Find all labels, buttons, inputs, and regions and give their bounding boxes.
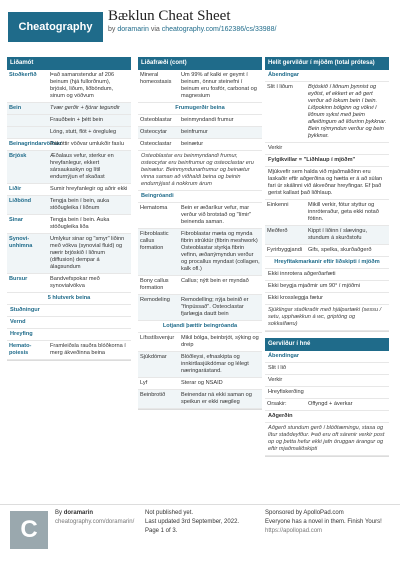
- cheatography-logo[interactable]: Cheatography: [8, 12, 103, 42]
- column-2: [138, 57, 262, 416]
- table-row: Mineral homeostasis Um 99% af kalki er geymt í beinum, önnur steinefni í beinum eru fosfór, carbonat og magnesium: [138, 70, 262, 103]
- note-text: Osteoblastar eru beinmyndandi frumur, osteocytar eru beinfrumur og osteoclastar eru beinætur. Beinmyndunarfrumur og beinætur vinna saman að viðhaldi beina og beinin endurnýjast á nokkrum árum: [138, 151, 262, 191]
- table-row: Beinbrotið Beinendar ná ekki saman og speikun er ekki nægileg: [138, 390, 262, 409]
- paragraph: Mjúkvefir sem halda við mjaðmaliðinn eru laskaðir eftir aðgerðina og hætta er á að súlan fari úr skálinni við ákveðnar hreyfingar. Ef það gerist kallast það liðhlaup.: [265, 167, 389, 200]
- subheading: Fylgikvillar = "Liðhlaup í mjöðm": [265, 155, 389, 167]
- sheet-url-link[interactable]: cheatography.com/162386/cs/33988/: [161, 26, 277, 33]
- list-item: Stuðningur: [7, 305, 131, 317]
- table-row: Sjúkdómar Blóðleysi, efnaskipta og innkirtlasjúkdómar og lélegt næringarástand.: [138, 352, 262, 378]
- table-row: Synovi-unhimna Umlykur sinar og "smyr" liðinn með vökva (synovial fluid) og nærir brjóskið í liðnum (diffusion) dempar á álagsundum: [7, 234, 131, 274]
- table-row: Meðferð Kippt í liðinn í slævingu, stundum á skurðstofu: [265, 226, 389, 245]
- subheading: Frumugerðir beina: [138, 103, 262, 115]
- table-row: Beinagrindarvöðvar Rákóttir vöðvar umlukðir fasíu: [7, 139, 131, 151]
- table-row: Fyrirbyggjandi Gifs, spelka, skurðaðgerð: [265, 245, 389, 257]
- list-item: Vernd: [7, 317, 131, 329]
- table-row: Stoðkerfið Það samanstendur af 206 beinum (hjá fullorðnum), brjóski, liðum, liðböndum, sinum og vöðvum: [7, 70, 131, 103]
- table-row: Orsakir: Offyngd + áverkar: [265, 399, 389, 411]
- table-row: Liðbönd Tengja bein í bein, auka stöðugleika í liðnum: [7, 196, 131, 215]
- footer-status: Not published yet. Last updated 3rd September, 2022. Page 1 of 3.: [145, 510, 240, 534]
- byline: by doramarin via cheatography.com/162386/cs/33988/: [108, 26, 277, 33]
- subheading: Ábendingar: [265, 351, 389, 363]
- sponsor-url[interactable]: https://apollopad.com: [265, 528, 323, 534]
- note-text: Sjúklingar staðkraðir með hjálpartæki (sessu / setu, upphækkun á wc, griptöng og sokkaífæru): [265, 305, 389, 331]
- table-row: Sinar Tengja bein í bein. Auka stöðugleika liða: [7, 215, 131, 234]
- subheading: 5 hlutverk beina: [7, 293, 131, 305]
- list-item: Verkir: [265, 375, 389, 387]
- section-hip-prosthesis: [265, 57, 389, 332]
- table-row: Bein Tvær gerðir + fjórar tegundir: [7, 103, 131, 115]
- sponsor-link[interactable]: Sponsored by ApolloPad.com: [265, 510, 344, 516]
- column-1: [7, 57, 131, 367]
- table-row: Remodeling Remodelling; nýja beinið er "fínpússað". Osteoclastar fjarlægja dautt bein: [138, 295, 262, 321]
- subheading: Beingróandi: [138, 191, 262, 203]
- list-item: Verkir: [265, 143, 389, 155]
- table-row: Brjósk Æðalaus vefur, sterkur en hreyfanlegur, ekkert sársaukaskyn og lítil endurnýjun ef skaðast: [7, 151, 131, 184]
- table-row: Frauðbein + þétt bein: [7, 115, 131, 127]
- table-row: Hemato-poiesis Framleiðsla rauðra blóðkorna í merg ákveðinna beina: [7, 341, 131, 360]
- page-number: Page 1 of 3.: [145, 528, 178, 534]
- author-avatar[interactable]: C: [10, 511, 48, 549]
- table-row: Fibroblastic callus formation Fibroblastar mæta og mynda fibrin strúktúr (fibrin meshwork) Osteoblastar styrkja fibrin vefinn, æðanýmyndun verður og procallus myndast (collagen, kalk ofl.): [138, 229, 262, 276]
- table-row: Lyf Sterar og NSAID: [138, 378, 262, 390]
- table-row: Osteoclastar beinætur: [138, 139, 262, 151]
- table-row: Osteocytar beinfrumur: [138, 127, 262, 139]
- header: [0, 0, 400, 52]
- subheading: Lotjandi þættir beingróanda: [138, 321, 262, 333]
- section-title: Liðamót: [7, 57, 131, 70]
- table-row: Einkenni Mikill verkir, fótur styttur og innróteraður, geta ekki notað fótinn.: [265, 200, 389, 226]
- list-item: Hreyfiskerðing: [265, 387, 389, 399]
- footer-author-name[interactable]: doramarin: [63, 510, 94, 516]
- table-row: Osteoblastar beinmyndandi frumur: [138, 115, 262, 127]
- list-item: Slit í lið: [265, 363, 389, 375]
- table-row: Lífsstílsvenjur Mikil bólga, beinbrjót, sýking og dreip: [138, 333, 262, 352]
- title-box: [108, 6, 276, 33]
- table-row: Liðir Sumir hreyfanlegir og aðrir ekki: [7, 184, 131, 196]
- section-knee-prosthesis: [265, 338, 389, 457]
- list-item: Hreyfing: [7, 329, 131, 341]
- list-item: Ekki innrotera aðgerðarfæti: [265, 269, 389, 281]
- footer-author-link[interactable]: cheatography.com/doramarin/: [55, 519, 135, 525]
- footer-author: By doramarin cheatography.com/doramarin/: [55, 510, 135, 525]
- table-row: Slit í liðum Brjóskið í liðnum þynnist og eyðist, ef ekkert er að gert verður að lokum bein í bein. Liðpokinn bólginn og vökvi í liðnum sykst með þeim afleiðingum að liðurinn þykknar. Bein nýmyndun verður og bein þykknar.: [265, 82, 389, 143]
- page-title: Bæklun Cheat Sheet: [108, 8, 231, 24]
- table-row: Hematoma Bein er æðaríkur vefur, mar verður við brotstað og "límir" beinenda saman.: [138, 203, 262, 229]
- section-lidamot: [7, 57, 131, 361]
- table-row: Bursur Bandvefspokar með synovialvökva: [7, 274, 131, 293]
- footer-sponsor: Sponsored by ApolloPad.com Everyone has a novel in them. Finish Yours! https://apollopad.com: [265, 510, 382, 534]
- table-row: Löng, stutt, flöt + óregluleg: [7, 127, 131, 139]
- subheading: Hreyfitakmarkanir eftir liðskipti í mjöðm: [265, 257, 389, 269]
- note-text: Aðgerð stundum gerð í blóðtæmingu, stasa og lítur staðdeyfður. Það eru oft sárenir verkir post op og þetta hefur ekki jafn öruggan árangur og eftir mjaðmaliðskipti: [265, 423, 389, 456]
- subheading: Aðgerðin: [265, 411, 389, 423]
- table-row: Bony callus formation Callus; nýtt bein er myndað: [138, 276, 262, 295]
- footer: [0, 504, 400, 567]
- column-3: [265, 57, 389, 463]
- section-title: Liðafræði (cont): [138, 57, 262, 70]
- author-link[interactable]: doramarin: [117, 26, 149, 33]
- subheading: Ábendingar: [265, 70, 389, 82]
- list-item: Ekki beygja mjaðmir um 90° í mjöðmi: [265, 281, 389, 293]
- section-title: Gervilður í hné: [265, 338, 389, 351]
- section-title: Helit gervilður í mjöðm (total prótesa): [265, 57, 389, 70]
- section-lidafraedi: [138, 57, 262, 410]
- list-item: Ekki krossleggja fætur: [265, 293, 389, 305]
